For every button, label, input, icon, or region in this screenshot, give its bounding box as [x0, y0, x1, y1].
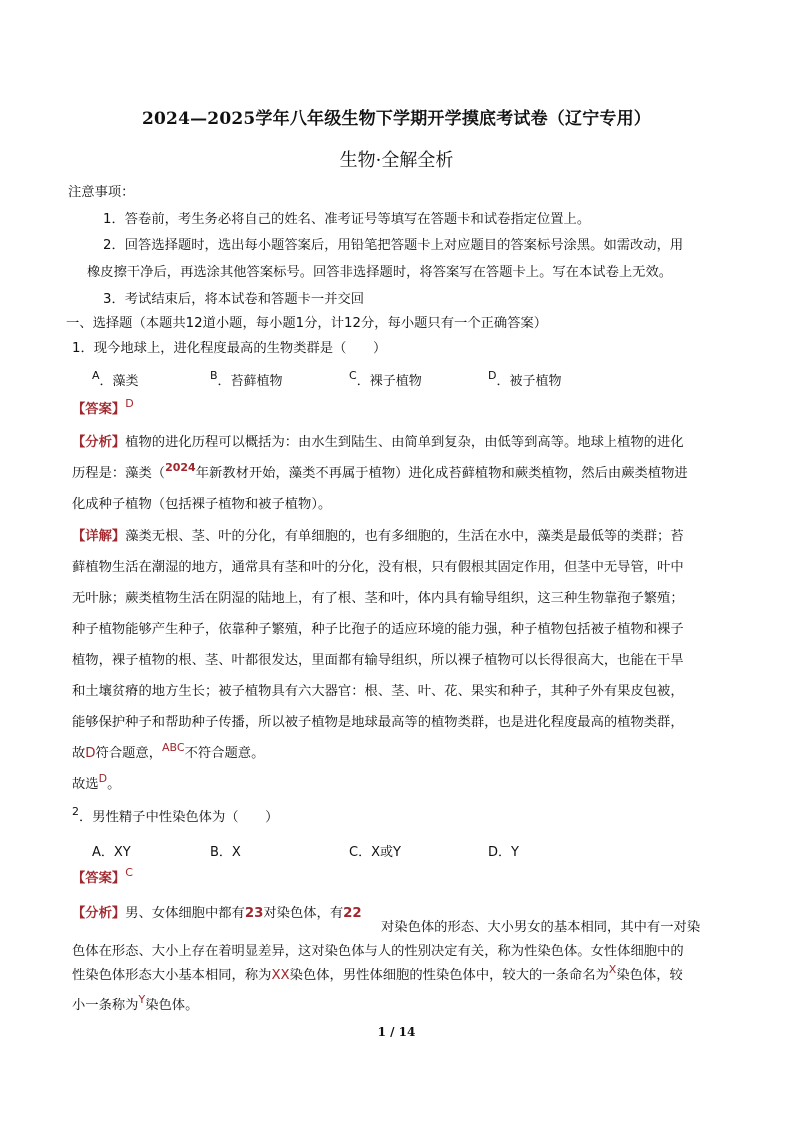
option-letter: A: [92, 369, 100, 382]
question-1-analysis-line: 化成种子植物（包括裸子植物和被子植物）。: [72, 497, 332, 512]
answer-value: C: [125, 866, 133, 879]
page-title: 2024—2025学年八年级生物下学期开学摸底考试卷（辽宁专用）: [141, 109, 652, 129]
option-letter: B: [210, 369, 218, 382]
question-2-option-a: A．XY: [92, 845, 131, 860]
answer-label: 【答案】: [72, 402, 126, 417]
question-1-stem: 1．现今地球上，进化程度最高的生物类群是（ ）: [72, 341, 387, 356]
question-1-option-b: [210, 370, 283, 389]
question-1-answer: [72, 397, 134, 420]
question-2-option-d: D．Y: [488, 845, 519, 860]
question-1-detail-line: 种子植物能够产生种子，依靠种子繁殖，种子比孢子的适应环境的能力强，种子植物包括被子植物和裸子: [72, 622, 684, 637]
note-item: 橡皮擦干净后，再选涂其他答案标号。回答非选择题时，将答案写在答题卡上。写在本试卷上无效。: [87, 265, 673, 280]
section-heading: 一、选择题（本题共12道小题，每小题1分，计12分，每小题只有一个正确答案）: [66, 316, 548, 331]
question-1-conclusion: 故选$^D$。: [72, 772, 121, 792]
question-2-option-c: C．X或Y: [349, 845, 401, 860]
option-text: ．裸子植物: [356, 374, 422, 389]
question-2-analysis-line: 性染色体形态大小基本相同，称为XX染色体，男性体细胞的性染色体中，较大的一条命名为$^X$染色体，较: [72, 963, 683, 983]
page-number: 1 / 14: [377, 1025, 416, 1039]
question-2-analysis-line: 小一条称为$^Y$染色体。: [72, 993, 199, 1013]
detail-label: 【详解】: [72, 529, 126, 544]
note-item: 3．考试结束后，将本试卷和答题卡一并交回: [103, 292, 365, 307]
option-text: ．苔藓植物: [217, 374, 283, 389]
option-letter: C: [349, 369, 357, 382]
question-2-analysis-line: 色体在形态、大小上存在着明显差异，这对染色体与人的性别决定有关，称为性染色体。女性体细胞中的: [72, 944, 684, 959]
question-1-detail-line: 藓植物生活在潮湿的地方，通常具有茎和叶的分化，没有根，只有假根其固定作用，但茎中无导管，叶中: [72, 560, 684, 575]
option-text: ．藻类: [99, 374, 139, 389]
question-1-detail-line: 故D符合题意，$^{ABC}$不符合题意。: [72, 741, 265, 761]
question-2-answer: [72, 866, 133, 889]
question-1-detail-line: 【详解】藻类无根、茎、叶的分化，有单细胞的，也有多细胞的，生活在水中，藻类是最低等的类群；苔: [72, 529, 684, 544]
question-1-analysis-line: 【分析】植物的进化历程可以概括为：由水生到陆生、由简单到复杂，由低等到高等。地球上植物的进化: [72, 435, 684, 450]
question-1-detail-line: 无叶脉；蕨类植物生活在阴湿的陆地上，有了根、茎和叶，体内具有输导组织，这三种生物靠孢子繁殖；: [72, 591, 684, 606]
note-item: 1．答卷前，考生务必将自己的姓名、准考证号等填写在答题卡和试卷指定位置上。: [103, 212, 591, 227]
question-2-analysis-line: 对染色体的形态、大小男女的基本相同，其中有一对染: [381, 920, 701, 935]
analysis-label: 【分析】: [72, 435, 126, 450]
answer-value: D: [125, 397, 134, 410]
option-letter: D: [488, 369, 497, 382]
answer-label: 【答案】: [72, 871, 126, 886]
question-1-option-d: [488, 370, 562, 389]
page-subtitle: 生物·全解全析: [339, 150, 454, 171]
note-item: 2．回答选择题时，选出每小题答案后，用铅笔把答题卡上对应题目的答案标号涂黑。如需改动，用: [103, 238, 684, 253]
question-2-analysis-line: 【分析】男、女体细胞中都有23对染色体，有22: [72, 906, 362, 921]
question-2-stem: $^2$．男性精子中性染色体为（ ）: [72, 805, 279, 825]
question-1-detail-line: 和土壤贫瘠的地方生长；被子植物具有六大器官：根、茎、叶、花、果实和种子，其种子外有果皮包被，: [72, 684, 684, 699]
option-text: ．被子植物: [496, 374, 562, 389]
question-2-option-b: B．X: [210, 845, 241, 860]
question-1-option-c: [349, 370, 422, 389]
question-1-option-a: [92, 370, 139, 389]
analysis-label: 【分析】: [72, 906, 126, 921]
question-1-analysis-line: 历程是：藻类（$^{2024}$年新教材开始，藻类不再属于植物）进化成苔藓植物和蕨类植物，然后由蕨类植物进: [72, 461, 688, 481]
notes-heading: 注意事项：: [68, 185, 135, 200]
question-1-detail-line: 能够保护种子和帮助种子传播，所以被子植物是地球最高等的植物类群，也是进化程度最高的植物类群，: [72, 715, 684, 730]
question-1-detail-line: 植物，裸子植物的根、茎、叶都很发达，里面都有输导组织，所以裸子植物可以长得很高大，也能在干旱: [72, 653, 684, 668]
